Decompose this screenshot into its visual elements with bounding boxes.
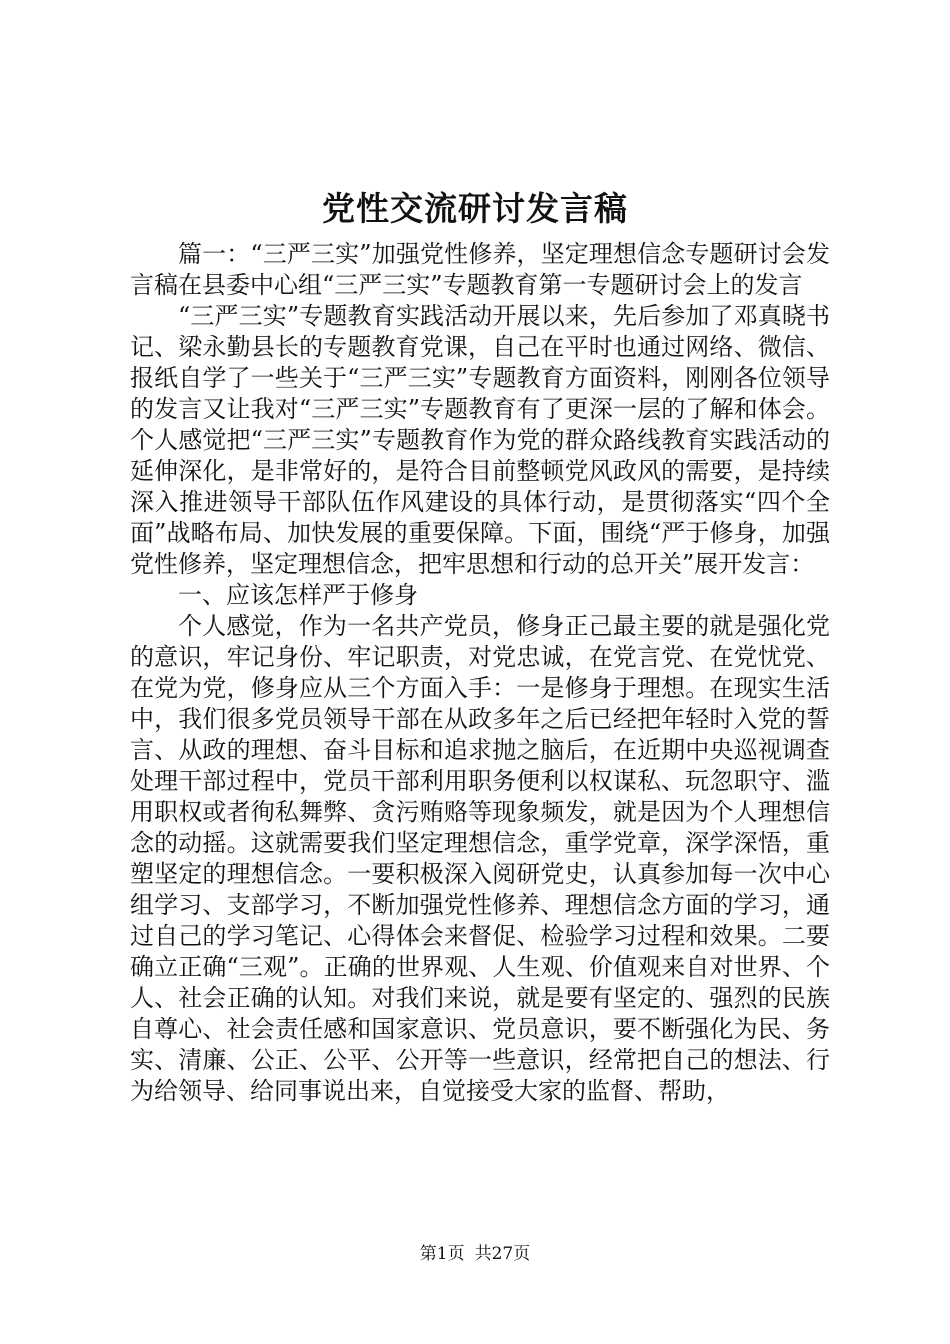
section-heading: 一、应该怎样严于修身 [178, 581, 418, 609]
page-number: 第1页 [419, 1244, 465, 1264]
paragraph-intro: “三严三实”专题教育实践活动开展以来，先后参加了邓真晓书记、梁永勤县长的专题教育党课，自己在平时也通过网络、微信、报纸自学了一些关于“三严三实”专题教育方面资料，刚刚各位领导的发言又让我对“三严三实”专题教育有了更深一层的了解和体会。个人感觉把“三严三实”专题教育作为党的群众路线教育实践活动的延伸深化，是非常好的，是符合目前整顿党风政风的需要，是持续深入推进领导干部队伍作风建设的具体行动，是贯彻落实“四个全面”战略布局、加快发展的重要保障。下面，围绕“严于修身，加强党性修养，坚定理想信念，把牢思想和行动的总开关”展开发言： [130, 302, 830, 578]
paragraph-heading: 篇一：“三严三实”加强党性修养，坚定理想信念专题研讨会发言稿在县委中心组“三严三实”专题教育第一专题研讨会上的发言 [130, 240, 830, 299]
page-total: 共27页 [474, 1244, 531, 1264]
document-body [130, 239, 830, 1107]
page-footer [0, 1242, 950, 1266]
paragraph-body: 个人感觉，作为一名共产党员，修身正己最主要的就是强化党的意识，牢记身份、牢记职责，对党忠诚，在党言党、在党忧党、在党为党，修身应从三个方面入手：一是修身于理想。在现实生活中，我们很多党员领导干部在从政多年之后已经把年轻时入党的誓言、从政的理想、奋斗目标和追求抛之脑后，在近期中央巡视调查处理干部过程中，党员干部利用职务便利以权谋私、玩忽职守、滥用职权或者徇私舞弊、贪污贿赂等现象频发，就是因为个人理想信念的动摇。这就需要我们坚定理想信念，重学党章，深学深悟，重塑坚定的理想信念。一要积极深入阅研党史，认真参加每一次中心组学习、支部学习，不断加强党性修养、理想信念方面的学习，通过自己的学习笔记、心得体会来督促、检验学习过程和效果。二要确立正确“三观”。正确的世界观、人生观、价值观来自对世界、个人、社会正确的认知。对我们来说，就是要有坚定的、强烈的民族自尊心、社会责任感和国家意识、党员意识，要不断强化为民、务实、清廉、公正、公平、公开等一些意识，经常把自己的想法、行为给领导、给同事说出来，自觉接受大家的监督、帮助， [130, 612, 830, 1105]
document-title: 党性交流研讨发言稿 [322, 189, 628, 228]
